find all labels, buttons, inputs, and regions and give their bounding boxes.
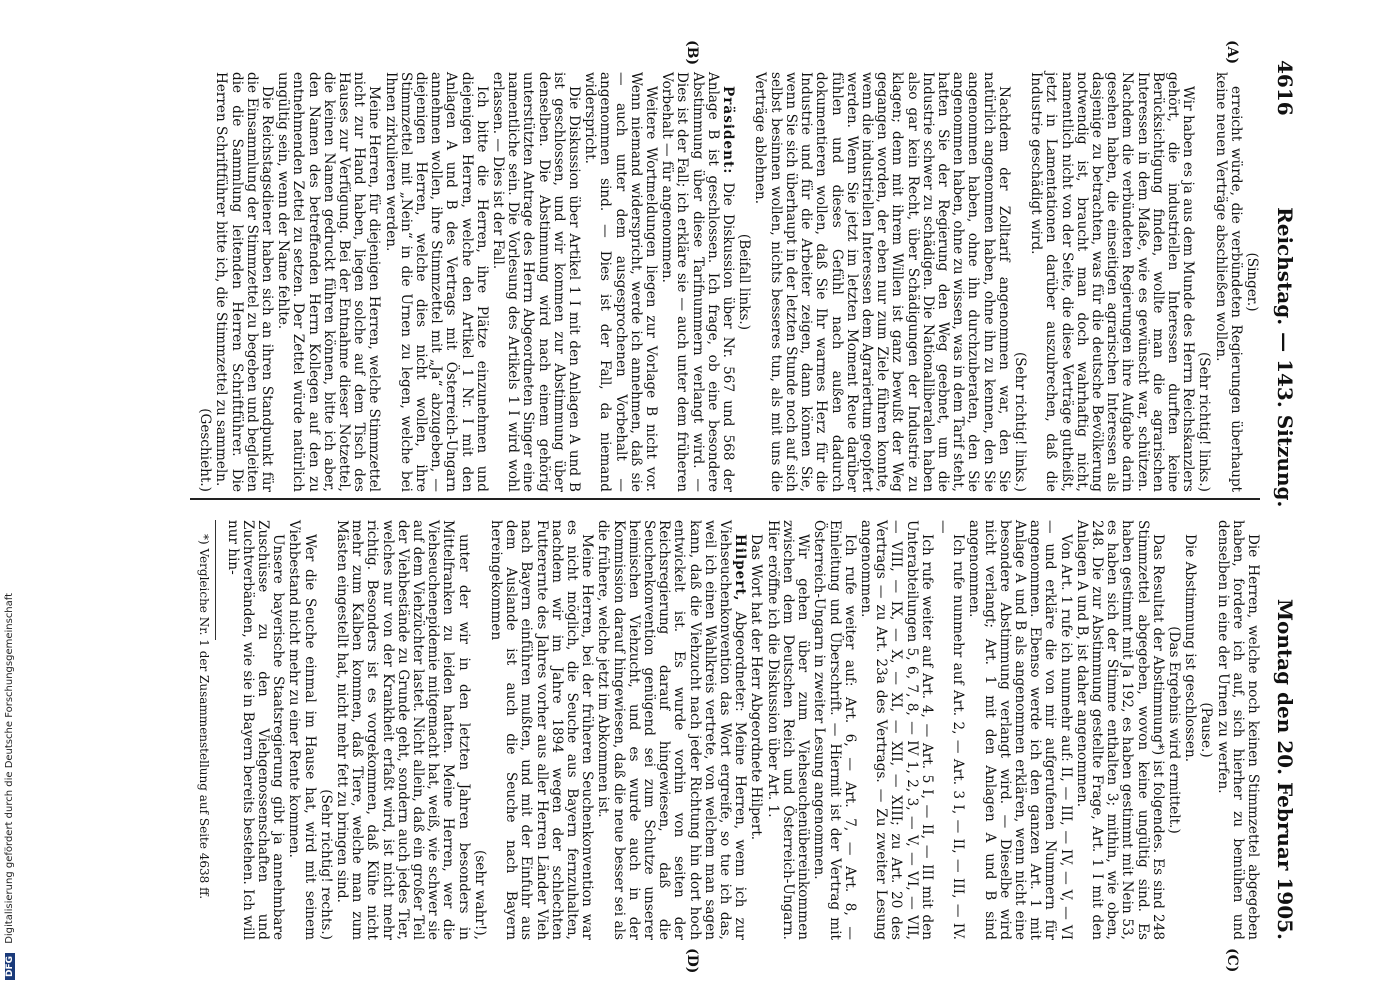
paragraph — [224, 520, 285, 940]
paragraph-text: Wer die Seuche einmal im Hause hat, wird mit seinem Viehbestand nicht mehr zu einer Rente kommen. — [286, 520, 318, 940]
paragraph — [275, 72, 381, 492]
page-number: 4616 — [1273, 60, 1297, 116]
paragraph-text: Das Wort hat der Herr Abgeordnete Hilpert. — [748, 534, 765, 841]
paragraph — [488, 520, 594, 940]
paragraph-text: unter der wir in den letzten Jahren besonders in Mittelfranken zu leiden hatten. Meine Herren, wer die Viehseuchenepidemie mitgemacht hat, weiß, wie schwer sie auf dem Viehzüchter lastet. Nicht allein, daß ein großer Teil der Viehbestände zu Grunde geht, sondern auch jedes Tier, welches nur von der Krankheit erfaßt wird, ist nicht mehr richtig. Besonders ist es vorgekommen, daß Kühe nicht mehr zum Kalben kommen, daß Tiere, welche man zum Mästen eingestellt hat, nicht mehr fett zu bringen sind. — [334, 520, 472, 940]
header-date: Montag den 20. Februar 1905. — [1273, 598, 1297, 940]
paragraph-text: Nachdem der Zolltarif angenommen war, den Sie natürlich angenommen haben, ohne ihn zu kennen, den Sie angenommen haben, ohne ihn durchzuberaten, den Sie angenommen haben, ohne zu wissen, was in dem Tarif steht, hatten Sie der Regierung den Weg geebnet, um die Industrie schwer zu schädigen. Die Nationalliberalen haben also gar kein Recht, über Schädigungen der Industrie zu klagen; denn mit ihrem Willen ist ganz bewußt der Weg gegangen worden, der eben nur zum Ziele führen konnte, wenn die industriellen Interessen dem Agrariertum geopfert werden. Wenn Sie jetzt im letzten Moment Reue darüber fühlen und dieses Gefühl nach außen dadurch dokumentieren wollen, daß Sie Ihr warmes Herz für die Industrie und für die Arbeiter zeigen, dann können Sie, wenn Sie sich überhaupt in der letzten Stunde noch auf sich selbst besinnen wollen, nichts besseres tun, als mit uns die Verträge ablehnen. — [752, 72, 1012, 492]
paragraph-text: (sehr wahr!), — [471, 850, 488, 940]
interjection — [197, 72, 212, 492]
paragraph — [286, 520, 316, 940]
paragraph — [748, 520, 763, 940]
paragraph — [935, 520, 965, 940]
paragraph-text: (Das Ergebnis wird ermittelt.) — [1165, 626, 1182, 834]
paragraph — [659, 72, 735, 492]
footnote-rule — [215, 520, 216, 640]
paragraph-text: erreicht würde, die verbündeten Regierungen überhaupt keine neuen Verträge abschließen wollen. — [1212, 72, 1244, 492]
paragraph-text: Ich rufe nunmehr auf Art. 2, — Art. 3 I, — II, — III, — IV. — — [934, 520, 967, 940]
paragraph — [582, 72, 658, 492]
header-title: Reichstag. — 143. Sitzung. — [1273, 207, 1297, 508]
paragraph-text: Meine Herren, für diejenigen Herren, welche Stimmzettel nicht zur Hand haben, liegen solche auf dem Tisch des Hauses zur Verfügung. Bei der Entnahme dieser Notzettel, die keinen Namen gedruckt führen können, bitte ich aber, den Namen des betreffenden Herrn Kollegen auf den zu entnehmenden Zettel zu setzen. Der Zettel würde natürlich ungültig sein, wenn der Name fehlte. — [275, 72, 383, 492]
paragraph-text: Von Art. 1 rufe ich nunmehr auf: II, — III, — IV, — V, — VI — und erkläre die von mir aufgerufenen Nummern für angenommen. Ebenso werde ich den ganzen Art. 1 mit Anlage A und B als angenommen erklären, wenn nicht eine besondere Abstimmung verlangt wird. — Dieselbe wird nicht verlangt; Art. 1 mit den Anlagen A und B sind angenommen. — [966, 520, 1074, 940]
right-column — [195, 520, 1260, 940]
paragraph-text: Die Herren, welche noch keinen Stimmzettel abgegeben haben, fordere ich auf, sich hierher zu bemühen und denselben in eine der Urnen zu werfen. — [1214, 520, 1261, 940]
paragraph — [858, 520, 934, 940]
paragraph-text: Die Reichstagsdiener haben sich an ihren Standpunkt für die Einsammlung der Stimmzettel zu begeben und begleiten die die Sammlung leitenden Herren Schriftführer. Die Herren Schriftführer bitte ich, die Stimmzettel zu sammeln. — [213, 72, 275, 492]
margin-letter-b: (B) — [684, 40, 700, 66]
paragraph-text: Meine Herren, bei der früheren Seuchenkonvention war es nicht möglich, die Seuche aus Bayern fernzuhalten, nachdem wir im Jahre 1894 wegen der schlechten Futterernte des Jahres vorher aus aller Herren Länder Vieh nach Bayern einführen mußten, und mit der Einfuhr aus dem Auslande ist auch die Seuche nach Bayern hereingekommen — [488, 520, 596, 940]
paragraph — [213, 72, 274, 492]
paragraph-text: Wir haben es ja aus dem Munde des Herrn Reichskanzlers gehört, die industriellen Interessen durften keine Berücksichtigung finden, wollte man die agrarischen Interessen in dem Maße, wie es gewünscht war, schützen. Nachdem die verbündeten Regierungen ihre Aufgabe darin gesehen haben, die einseitigen agrarischen Interessen als dasjenige zu betrachten, was für die deutsche Bevölkerung notwendig ist, braucht man doch wahrhaftig nicht, namentlich nicht von der Seite, die diese Verträge gutheißt, jetzt in Lamentationen darüber auszubrechen, daß die Industrie geschädigt wird. — [1028, 72, 1197, 492]
speaker-name: Hilpert, — [732, 534, 749, 602]
interjection — [472, 520, 487, 940]
margin-letter-d: (D) — [684, 948, 700, 974]
paragraph-text: (Sehr richtig! rechts.) — [317, 789, 334, 940]
paragraph-text: (Sehr richtig! links.) — [1196, 351, 1213, 492]
paragraph-text: (Beifall links.) — [736, 233, 753, 331]
interjection — [1012, 72, 1027, 492]
paragraph — [1214, 520, 1260, 940]
margin-letter-a: (A) — [1224, 40, 1240, 65]
speaker-name: Präsident: — [720, 86, 737, 175]
paragraph-text: Weitere Wortmeldungen liegen zur Vorlage B nicht vor. Wenn niemand widerspricht, werde ich annehmen, daß sie — auch unter dem ausgesprochenen Vorbehalt — angenommen sind. — Dies ist der Fall, da niemand widerspricht. — [582, 72, 660, 492]
paragraph — [811, 520, 857, 940]
paragraph-text: (Pause.) — [1198, 702, 1215, 758]
dfg-logo: DFG — [5, 953, 15, 980]
stage-direction — [1166, 520, 1181, 940]
paragraph-text: Die Diskussion über Artikel 1 I mit den Anlagen A und B ist geschlossen, und wir kommen zur Abstimmung über denselben. Die Abstimmung wird nach einem gehörig unterstützten Antrage des Herrn Abgeordneten Singer eine namentliche sein. Die Vorlesung des Artikels 1 I wird wohl erlassen. — Dies ist der Fall. — [490, 72, 583, 492]
paragraph — [1074, 520, 1165, 940]
paragraph-text: Ich rufe weiter auf: Art. 6, — Art. 7, — Art. 8, — Einleitung und Überschrift. — Hiermit ist der Vertrag mit Österreich-Ungarn in zweiter Lesung angenommen. — [811, 520, 858, 940]
paragraph-text: (Geschieht.) — [197, 408, 214, 492]
paragraph-text: (Sehr richtig! links.) — [1011, 351, 1028, 492]
left-column — [196, 72, 1260, 492]
paragraph — [966, 520, 1072, 940]
paragraph — [490, 72, 581, 492]
paragraph — [765, 520, 811, 940]
paragraph — [1212, 72, 1242, 492]
paragraph — [382, 72, 488, 492]
paragraph — [752, 72, 1010, 492]
paragraph-text: Wir gehen über zum Viehseuchenübereinkommen zwischen dem Deutschen Reich und Österreich-Ungarn. Hier eröffne ich die Diskussion über Art. 1. — [764, 520, 812, 940]
column-divider — [190, 498, 1260, 500]
paragraph — [1028, 72, 1195, 492]
rotated-page — [70, 0, 1320, 1000]
stage-direction — [1198, 520, 1213, 940]
margin-letter-c: (C) — [1224, 948, 1240, 973]
paragraph-text: Abgeordneter: Meine Herren, wenn ich zur Viehseuchenkonvention das Wort ergreife, so tue ich das, weil ich einen Wahlkreis vertrete, von welchem man sagen kann, daß die Viehzucht nach jeder Richtung hin dort hoch entwickelt ist. Es wurde vorhin von seiten der Reichsregierung darauf hingewiesen, daß die Seuchenkonvention genügend sei zum Schutze unserer heimischen Viehzucht, und es wurde auch in der Kommission darauf hingewiesen, daß die neue besser sei als die frühere, welche jetzt im Abkommen ist. — [595, 520, 749, 940]
interjection — [1196, 72, 1211, 492]
stage-direction — [1244, 72, 1259, 492]
side-note — [4, 0, 18, 980]
footnote: *) Vergleiche Nr. 1 der Zusammenstellung auf Seite 4638 ff. — [197, 534, 212, 900]
paragraph-text: Unsere bayerische Staatsregierung gibt ja annehmbare Zuschüsse zu den Viehgenossenschaften und Zuchtverbänden, wie sie in Bayern bereits bestehen. Ich will nur hin- — [224, 520, 287, 940]
paragraph — [334, 520, 471, 940]
paragraph-text: Ich rufe weiter auf Art. 4, — Art. 5 I, — II, — III mit den Unterabteilungen 5, 6, 7, 8, — IV 1, 2, 3, — V, — VI, — VII, — VIII, — IX, — X, — XI, — XII, — XIII; zu Art. 20 des Vertrags — zu Art. 23a des Vertrags. — Zu zweiter Lesung angenommen. — [857, 520, 935, 940]
stage-direction — [736, 72, 751, 492]
page-header — [1270, 60, 1300, 940]
paragraph-text: Das Resultat der Abstimmung*) ist folgendes. Es sind 248 Stimmzettel abgegeben, wovon keine ungültig sind. Es haben gestimmt mit Ja 192, es haben gestimmt mit Nein 53, es haben sich der Stimme enthalten 3; mithin, wie oben, 248. Die zur Abstimmung gestellte Frage, Art. 1 I mit den Anlagen A und B, ist daher angenommen. — [1073, 520, 1166, 940]
paragraph-text: Die Diskussion über Nr. 567 und 568 der Anlage B ist geschlossen. Ich frage, ob eine besondere Abstimmung über diese Tarifnummern verlangt wird. — Dies ist der Fall; ich erkläre sie — auch unter dem früheren Vorbehalt — für angenommen. — [659, 72, 737, 492]
paragraph — [595, 520, 747, 940]
paragraph-text: Ich bitte die Herren, ihre Plätze einzunehmen und diejenigen Herren, welche den Artikel 1 Nr. I mit den Anlagen A und B des Vertrags mit Österreich-Ungarn annehmen wollen, ihre Stimmzettel mit „Ja“ abzugeben, — diejenigen Herren, welche dies nicht wollen, ihre Stimmzettel mit „Nein“ in die Urnen zu legen, welche bei Ihnen zirkulieren werden. — [382, 72, 490, 492]
paragraph — [1182, 520, 1197, 940]
paragraph-text: (Singer.) — [1244, 252, 1260, 312]
paragraph-text: Die Abstimmung ist geschlossen. — [1182, 534, 1199, 763]
interjection — [318, 520, 333, 940]
side-note-text: Digitalisierung gefördert durch die Deutsche Forschungsgemeinschaft — [4, 592, 15, 944]
